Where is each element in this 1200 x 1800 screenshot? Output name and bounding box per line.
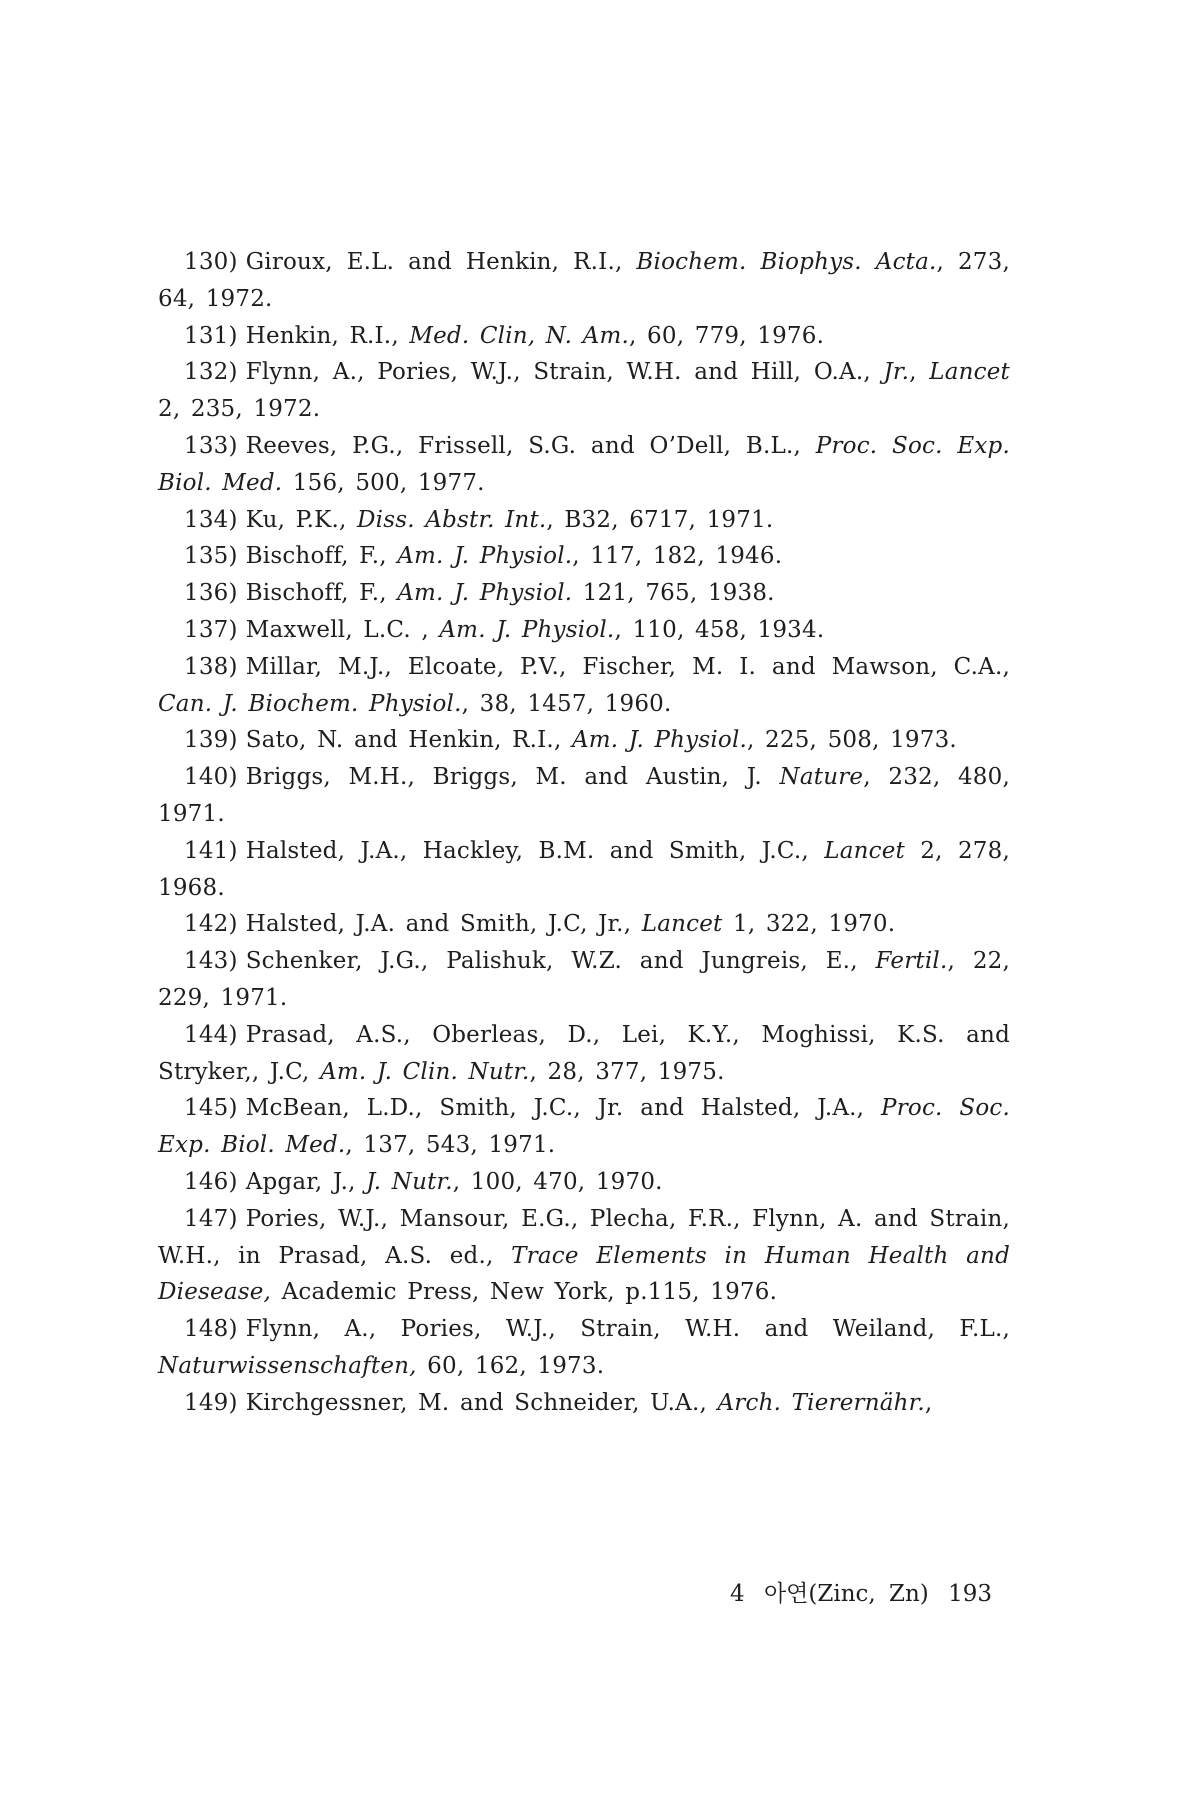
reference-item: [158, 575, 1010, 612]
reference-source-italic: Am. J. Physiol.: [397, 543, 573, 570]
reference-text: , 22, 229, 1971.: [158, 948, 1010, 1011]
page-footer: [730, 1575, 998, 1608]
reference-text: Schenker, J.G., Palishuk, W.Z. and Jungreis, E.,: [245, 948, 876, 975]
reference-text: Millar, M.J., Elcoate, P.V., Fischer, M. I. and Mawson, C.A.,: [245, 653, 1010, 680]
reference-text: Pories, W.J., Mansour, E.G., Plecha, F.R., Flynn, A. and Strain, W.H., in Prasad, A.S. ed.,: [158, 1205, 1010, 1269]
reference-number: 139): [184, 727, 238, 754]
reference-number: 138): [184, 653, 238, 680]
reference-text: , 137, 543, 1971.: [345, 1132, 556, 1159]
reference-item: [158, 1090, 1010, 1164]
reference-text: 60, 162, 1973.: [416, 1352, 605, 1379]
reference-text: , 60, 779, 1976.: [629, 322, 825, 349]
reference-text: Henkin, R.I.,: [245, 322, 410, 349]
reference-text: Bischoff, F.,: [245, 580, 398, 607]
reference-text: Flynn, A., Pories, W.J., Strain, W.H. and Weiland, F.L.,: [245, 1316, 1010, 1343]
reference-item: [158, 943, 1010, 1017]
reference-number: 133): [184, 432, 238, 459]
reference-source-italic: Can. J. Biochem. Physiol.: [158, 690, 462, 717]
page-number: 193: [948, 1581, 993, 1607]
reference-source-italic: Lancet: [929, 359, 1010, 386]
reference-source-italic: Med. Clin, N. Am.: [409, 322, 630, 349]
reference-item: [158, 244, 1010, 318]
reference-source-italic: Trace Elements in Human Health and Diesease,: [158, 1242, 1010, 1306]
reference-number: 142): [184, 911, 238, 938]
reference-item: [158, 759, 1010, 833]
reference-number: 137): [184, 616, 238, 643]
reference-text: , 273, 64, 1972.: [158, 249, 1010, 312]
reference-text: 156, 500, 1977.: [282, 469, 485, 496]
reference-number: 135): [184, 543, 238, 570]
reference-number: 140): [184, 764, 238, 791]
reference-source-italic: Proc. Soc. Exp. Biol. Med.: [158, 1095, 1010, 1159]
reference-item: [158, 833, 1010, 907]
reference-text: , 225, 508, 1973.: [747, 727, 957, 754]
reference-text: ,: [909, 359, 930, 386]
reference-text: Halsted, J.A., Hackley, B.M. and Smith, J.C.,: [245, 837, 825, 864]
reference-item: [158, 722, 1010, 759]
reference-source-italic: Diss. Abstr. Int.: [357, 506, 547, 533]
reference-source-italic: Lancet: [824, 837, 905, 864]
reference-item: [158, 649, 1010, 723]
reference-source-italic: J. Nutr.: [366, 1168, 453, 1195]
reference-number: 147): [184, 1205, 238, 1232]
reference-text: Apgar, J.,: [245, 1168, 367, 1195]
reference-text: 2, 278, 1968.: [158, 837, 1010, 901]
reference-source-italic: Arch. Tierernähr.: [717, 1389, 925, 1416]
reference-text: Academic Press, New York, p.115, 1976.: [271, 1279, 778, 1306]
reference-item: [158, 612, 1010, 649]
reference-text: 1, 322, 1970.: [722, 911, 896, 938]
reference-number: 136): [184, 580, 238, 607]
reference-text: Sato, N. and Henkin, R.I.,: [245, 727, 572, 754]
reference-text: Reeves, P.G., Frissell, S.G. and O’Dell, B.L.,: [245, 432, 816, 459]
reference-text: , 110, 458, 1934.: [614, 616, 825, 643]
footer-chapter-number: 4: [730, 1581, 745, 1607]
reference-number: 149): [184, 1389, 238, 1416]
reference-item: [158, 354, 1010, 428]
reference-source-italic: Am. J. Physiol.: [571, 727, 748, 754]
reference-source-italic: Nature: [779, 764, 864, 791]
reference-text: Prasad, A.S., Oberleas, D., Lei, K.Y., Moghissi, K.S. and Stryker,, J.C,: [158, 1021, 1010, 1085]
reference-source-italic: Am. J. Physiol.: [439, 616, 615, 643]
reference-source-italic: Am. J. Physiol.: [397, 580, 573, 607]
reference-number: 132): [184, 359, 238, 386]
reference-source-italic: Jr.: [883, 359, 910, 386]
reference-text: Briggs, M.H., Briggs, M. and Austin, J.: [245, 764, 780, 791]
reference-text: Kirchgessner, M. and Schneider, U.A.,: [245, 1389, 718, 1416]
reference-text: ,: [924, 1389, 933, 1416]
reference-text: Maxwell, L.C. ,: [245, 616, 440, 643]
reference-number: 143): [184, 948, 238, 975]
reference-item: [158, 1311, 1010, 1385]
reference-text: , B32, 6717, 1971.: [546, 506, 774, 533]
reference-item: [158, 1201, 1010, 1311]
reference-number: 144): [184, 1021, 238, 1048]
reference-text: Bischoff, F.,: [245, 543, 398, 570]
reference-number: 145): [184, 1095, 238, 1122]
reference-item: [158, 1017, 1010, 1091]
reference-source-italic: Fertil.: [875, 948, 948, 975]
reference-item: [158, 906, 1010, 943]
reference-item: [158, 502, 1010, 539]
reference-text: 121, 765, 1938.: [572, 580, 775, 607]
reference-text: Giroux, E.L. and Henkin, R.I.,: [245, 249, 637, 275]
reference-item: [158, 1164, 1010, 1201]
reference-number: 146): [184, 1168, 238, 1195]
reference-text: , 232, 480, 1971.: [158, 764, 1010, 827]
reference-source-italic: Am. J. Clin. Nutr.: [320, 1058, 530, 1085]
reference-text: , 117, 182, 1946.: [572, 543, 783, 570]
reference-number: 141): [184, 837, 238, 864]
reference-source-italic: Proc. Soc. Exp. Biol. Med.: [158, 432, 1010, 496]
reference-item: [158, 538, 1010, 575]
reference-source-italic: Lancet: [641, 911, 723, 938]
reference-text: , 38, 1457, 1960.: [461, 690, 672, 717]
reference-number: 130): [184, 249, 238, 275]
reference-list: [158, 244, 1010, 1422]
reference-text: Halsted, J.A. and Smith, J.C, Jr.,: [245, 911, 642, 938]
reference-number: 148): [184, 1316, 238, 1343]
reference-number: 134): [184, 506, 238, 533]
reference-item: [158, 1385, 1010, 1422]
reference-number: 131): [184, 322, 238, 349]
footer-chapter-title: 아연(Zinc, Zn): [763, 1581, 929, 1607]
reference-text: Flynn, A., Pories, W.J., Strain, W.H. and Hill, O.A.,: [245, 359, 884, 386]
reference-text: , 100, 470, 1970.: [452, 1168, 663, 1195]
reference-item: [158, 318, 1010, 355]
reference-source-italic: Biochem. Biophys. Acta.: [636, 249, 937, 275]
reference-text: McBean, L.D., Smith, J.C., Jr. and Halsted, J.A.,: [245, 1095, 882, 1122]
reference-source-italic: Naturwissenschaften,: [158, 1352, 417, 1379]
reference-item: [158, 428, 1010, 502]
reference-text: , 28, 377, 1975.: [529, 1058, 725, 1085]
reference-text: 2, 235, 1972.: [158, 396, 321, 423]
reference-text: Ku, P.K.,: [245, 506, 358, 533]
